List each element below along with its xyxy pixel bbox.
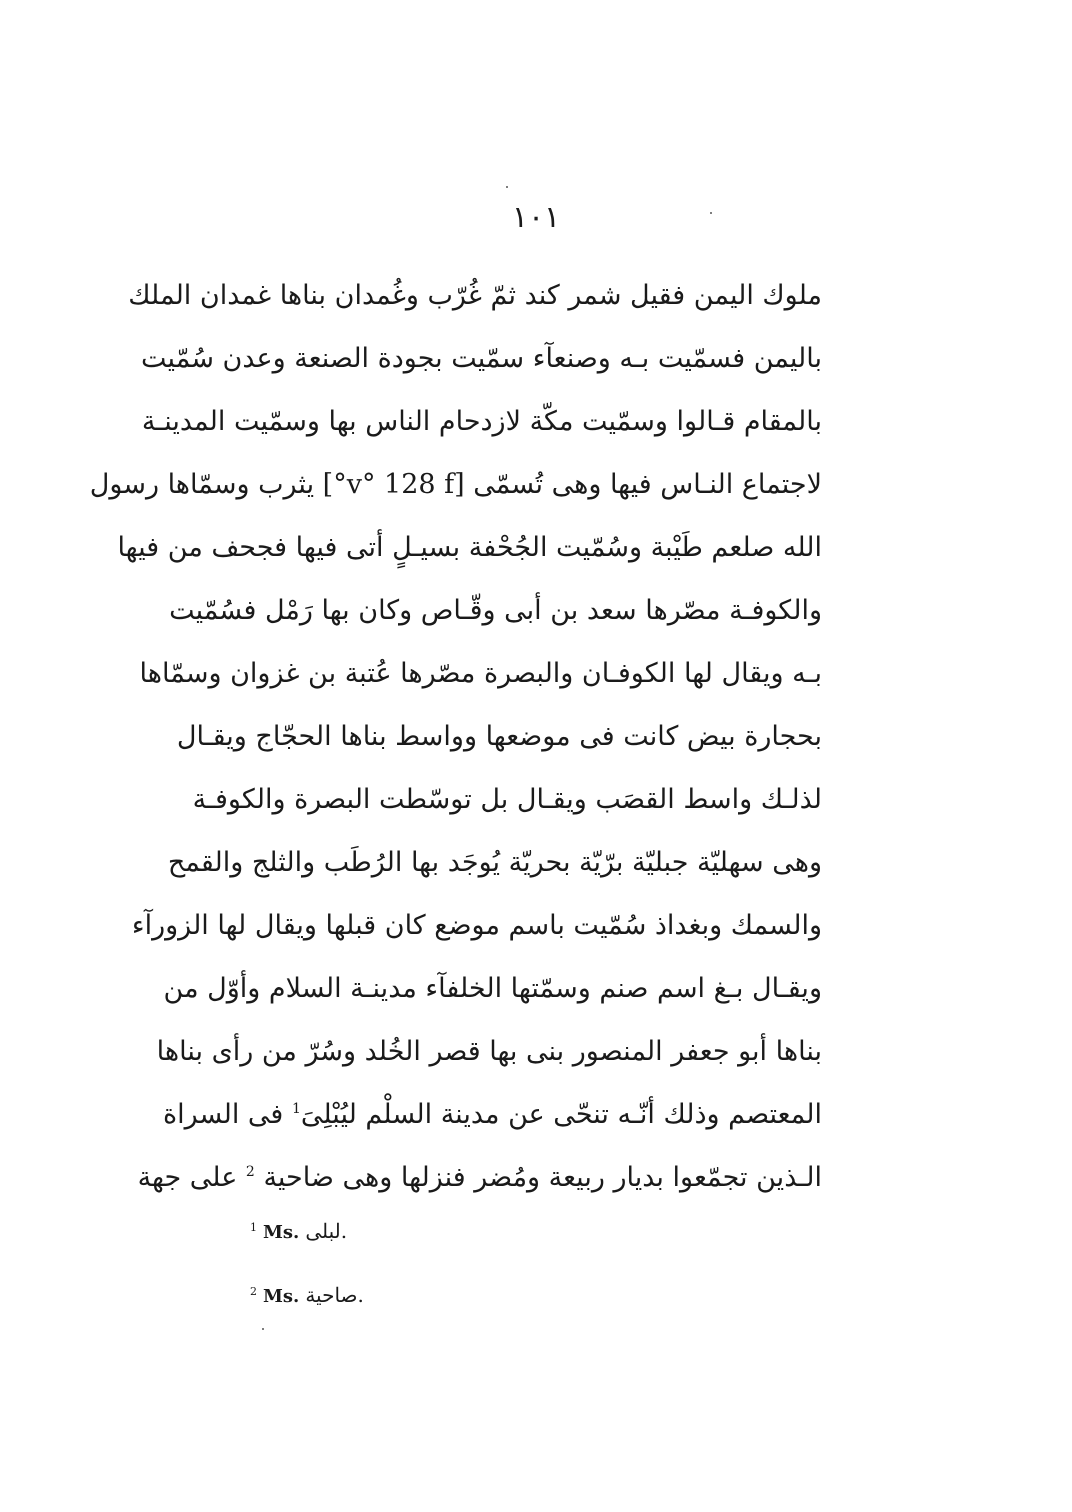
footnote-1-ms: Ms. — [263, 1222, 300, 1243]
scan-speck — [262, 1328, 264, 1330]
footnote-1-number: 1 — [250, 1221, 257, 1234]
footnote-2 — [250, 1272, 450, 1336]
scan-speck — [506, 186, 508, 188]
text-line-7: بـه ويقال لها الكوفـان والبصرة مصّرها عُتبة بن غزوان وسمّاها — [139, 658, 822, 689]
text-line-12: ويقـال بـغ اسم صنم وسمّتها الخلفآء مدينـة السلام وأوّل من — [163, 973, 822, 1004]
footnote-2-ms: Ms. — [263, 1286, 300, 1307]
text-line-11: والسمك وبغداذ سُمّيت باسم موضع كان قبلها ويقال لها الزورآء — [131, 910, 822, 941]
text-line-14-start: المعتصم وذلك أنّـه تنحّى عن مدينة السلْم ليُبْلِىَ — [300, 1099, 822, 1130]
footnote-2-word: صاحية. — [305, 1283, 364, 1307]
footnote-ref-1: 1 — [291, 1101, 301, 1117]
text-line-14 — [162, 1083, 822, 1146]
text-line-10: وهى سهليّة جبليّة برّيّة بحريّة يُوجَد بها الرُطَب والثلج والقمح — [167, 847, 822, 878]
text-line-15 — [137, 1146, 822, 1209]
text-line-8: بحجارة بيض كانت فى موضعها وواسط بناها الحجّاج ويقـال — [176, 721, 822, 752]
text-line-3: بالمقام قـالوا وسمّيت مكّة لازدحام الناس بها وسمّيت المدينـة — [141, 406, 822, 437]
text-line-5: الله صلعم طَيْبة وسُمّيت الجُحْفة بسيـلٍ أتى فيها فجحف من فيها — [117, 532, 822, 563]
text-line-2: باليمن فسمّيت بـه وصنعآء سمّيت بجودة الصنعة وعدن سُمّيت — [141, 343, 822, 374]
footnotes — [250, 1208, 450, 1336]
page-number: ١٠١ — [511, 200, 561, 235]
text-line-4: لاجتماع النـاس فيها وهى تُسمّى [v° 128 f°] يثرب وسمّاها رسول — [89, 469, 822, 500]
scan-speck — [710, 212, 712, 214]
footnote-ref-2: 2 — [245, 1164, 255, 1180]
text-line-14-end: فى السراة — [162, 1099, 284, 1130]
main-text — [89, 264, 822, 1209]
text-line-15-start: الـذين تجمّعوا بديار ربيعة ومُضر فنزلها وهى ضاحية — [263, 1162, 822, 1193]
text-line-6: والكوفـة مصّرها سعد بن أبى وقّـاص وكان بها رَمْل فسُمّيت — [169, 595, 822, 626]
footnote-2-number: 2 — [250, 1285, 257, 1298]
text-line-1: ملوك اليمن فقيل شمر كند ثمّ غُرّب وغُمدان بناها غمدان الملك — [128, 280, 822, 311]
footnote-1-word: لبلى. — [305, 1219, 348, 1243]
text-line-9: لذلـك واسط القصَب ويقـال بل توسّطت البصرة والكوفـة — [192, 784, 822, 815]
text-line-15-end: على جهة — [137, 1162, 238, 1193]
text-line-13: بناها أبو جعفر المنصور بنى بها قصر الخُلد وسُرّ من رأى بناها — [156, 1036, 822, 1067]
footnote-1 — [250, 1208, 450, 1272]
